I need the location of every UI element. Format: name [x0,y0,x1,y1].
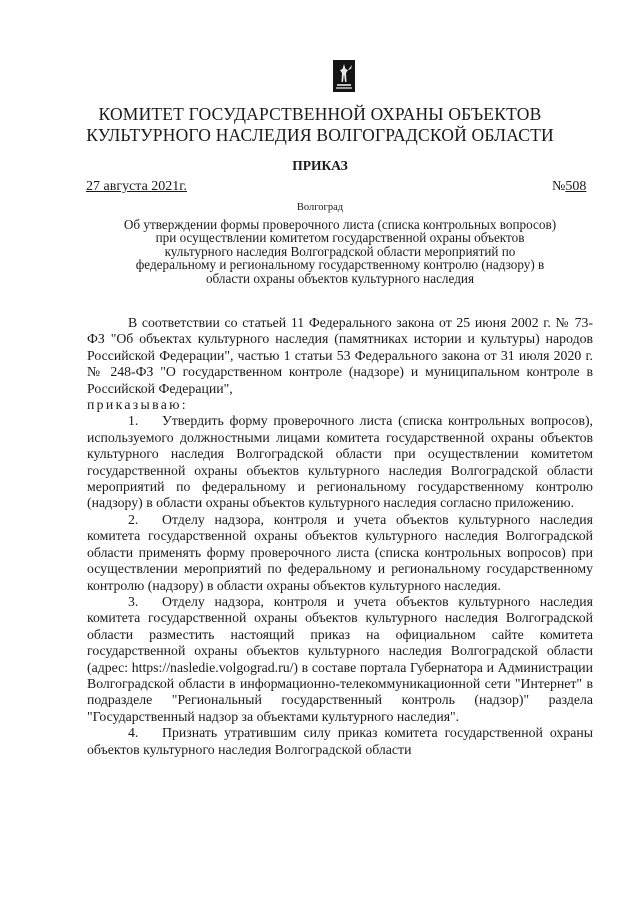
directive-word: приказываю: [87,397,188,413]
item-number: 1. [128,413,139,429]
order-item [87,512,593,594]
organization-name [0,104,640,146]
subject-line: культурного наследия Волгоградской области мероприятий по [164,243,516,259]
item-text: Отделу надзора, контроля и учета объектов культурного наследия комитета государственной охраны объектов культурного наследия Волгоградской области разместить настоящий приказ на официальном сайте комитета государственной охраны объектов культурного наследия Волгоградской области (адрес: https://nasledie.volgograd.ru/) в составе портала Губернатора и Администрации Волгоградской области в информационно-телекоммуникационной сети "Интернет" в подразделе "Региональный государственный контроль (надзор)" раздела "Государственный надзор за объектами культурного наследия". [87,593,593,724]
item-number: 2. [128,511,139,527]
org-line-2: КУЛЬТУРНОГО НАСЛЕДИЯ ВОЛГОГРАДСКОЙ ОБЛАСТИ [86,125,554,145]
subject-line: федеральному и региональному государственному контролю (надзору) в [135,257,545,273]
document-type: ПРИКАЗ [292,158,348,173]
order-item [87,725,593,758]
subject-line: Об утверждении формы проверочного листа (списка контрольных вопросов) [123,217,557,232]
item-number: 3. [128,593,139,609]
item-number: 4. [128,725,139,741]
org-line-1: КОМИТЕТ ГОСУДАРСТВЕННОЙ ОХРАНЫ ОБЪЕКТОВ [98,104,542,124]
document-date: 27 августа 2021г. [86,179,187,194]
coat-of-arms-icon [333,60,355,92]
subject-line: при осуществлении комитетом государственной охраны объектов [155,230,525,246]
preamble-paragraph: В соответствии со статьей 11 Федерального закона от 25 июня 2002 г. № 73-ФЗ "Об объектах культурного наследия (памятниках истории и культуры) народов Российской Федерации", частью 1 статьи 53 Федерального закона от 31 июля 2020 г. № 248-ФЗ "О государственном контроле (надзоре) и муниципальном контроле в Российской Федерации", [87,315,593,396]
item-text: Отделу надзора, контроля и учета объектов культурного наследия комитета государственной охраны объектов культурного наследия Волгоградской области применять форму проверочного листа (списка контрольных вопросов) при осуществлении мероприятий по федеральному и региональному государственному контролю (надзору) в области охраны объектов культурного наследия. [87,511,593,593]
item-text: Признать утратившим силу приказ комитета государственной охраны объектов культурного наследия Волгоградской области [87,725,593,757]
document-subject [80,218,600,285]
order-item [87,413,593,511]
number-prefix: № [552,179,566,194]
order-item [87,594,593,725]
number-value: 508 [565,179,587,194]
document-body [87,315,593,758]
subject-line: области охраны объектов культурного наследия [205,270,475,286]
document-city: Волгоград [296,202,344,213]
item-text: Утвердить форму проверочного листа (списка контрольных вопросов), используемого должностными лицами комитета государственной охраны объектов культурного наследия Волгоградской области при осуществлении комитетом государственной охраны объектов культурного наследия Волгоградской области мероприятий по федеральному и региональному государственному контролю (надзору) в области охраны объектов культурного наследия согласно приложению. [87,413,593,511]
document-number [552,179,586,195]
